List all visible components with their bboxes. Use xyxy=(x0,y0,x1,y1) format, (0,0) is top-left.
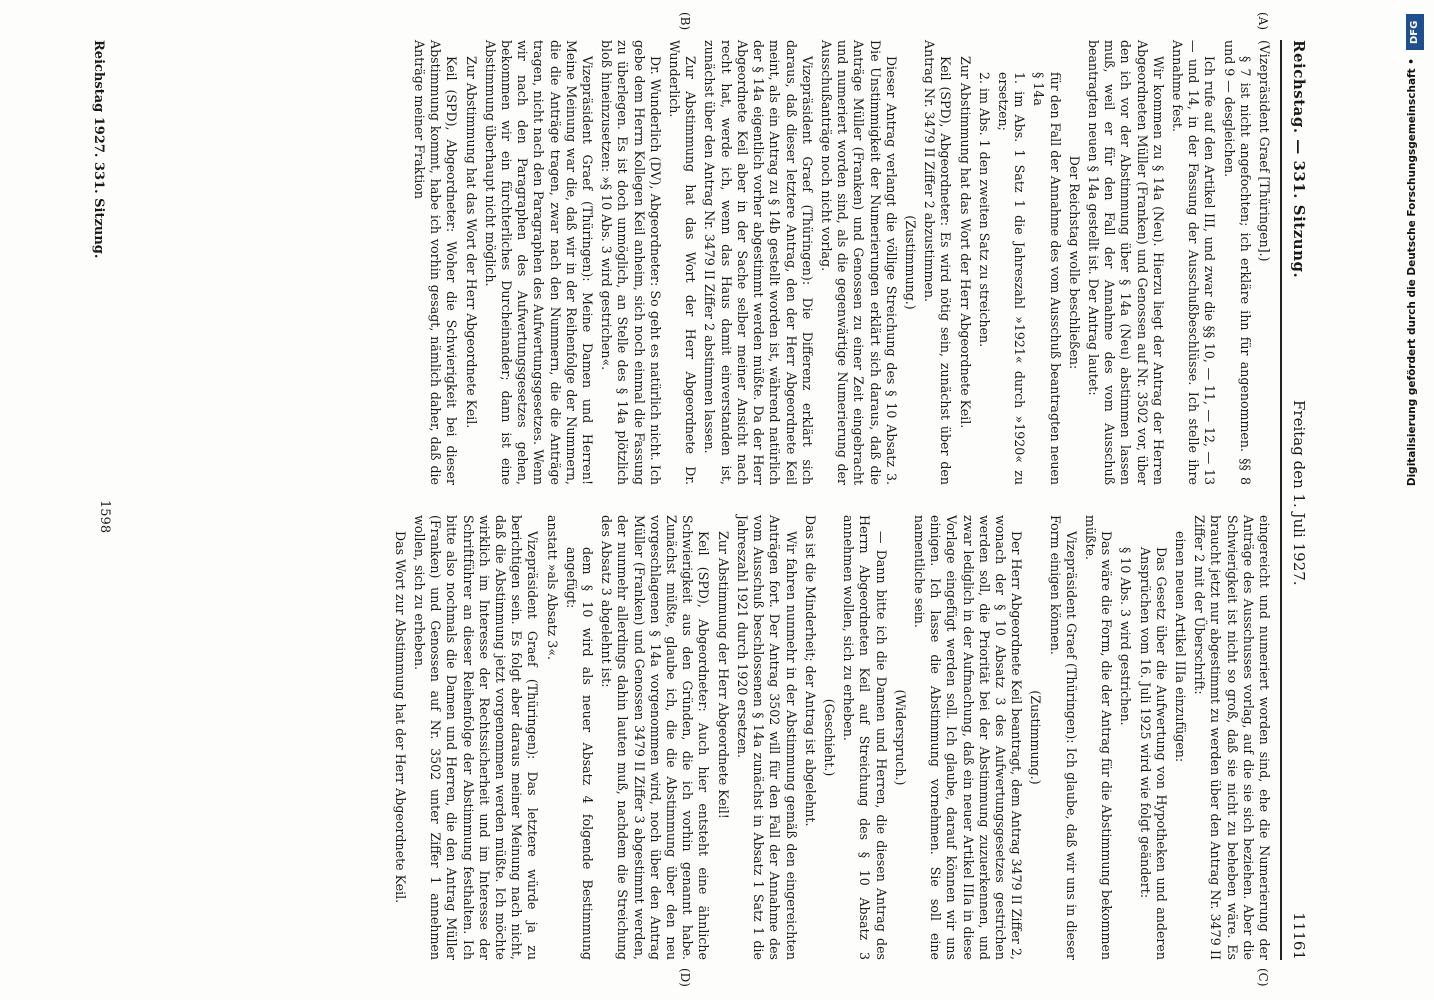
dfg-logo: DFG xyxy=(1406,14,1424,50)
paragraph: Wir fahren nunmehr in der Abstimmung gemäß den eingereichten Anträgen fort. Der Antrag 3502 will für den Fall der Annahme des vom Ausschuß beschlossenen § 14a zunächst in Absatz 1 Satz 1 die Jahreszahl 1921 durch 1920 ersetzen. xyxy=(734,515,799,960)
paragraph: dem § 10 wird als neuer Absatz 4 folgende Bestimmung angefügt: xyxy=(563,547,596,960)
header-left: Reichstag. — 331. Sitzung. xyxy=(1290,40,1308,279)
paragraph: (Geschieht.) xyxy=(821,698,837,777)
paragraph: (Zustimmung.) xyxy=(1028,690,1044,785)
paragraph: anstatt »als Absatz 3«. xyxy=(544,515,560,661)
paragraph: Der Reichstag wolle beschließen: xyxy=(1066,155,1082,370)
paragraph: für den Fall der Annahme des vom Ausschuß beantragten neuen § 14a xyxy=(1031,72,1063,485)
paragraph: 2. im Abs. 1 den zweiten Satz zu streichen. xyxy=(976,72,992,348)
right-column xyxy=(389,515,1272,960)
paragraph: Zur Abstimmung hat das Wort der Herr Abgeordnete Dr. Wunderlich. xyxy=(667,40,699,485)
page-header xyxy=(1282,40,1312,960)
paragraph: Der Herr Abgeordnete Keil beantragt, dem Antrag 3479 II Ziffer 2, wonach der § 10 Absatz 3 des Aufwertungsgesetzes gestrichen werden soll, die Priorität bei der Abstimmung zuzuerkennen, und zwar lediglich in der Aufmachung, daß ein neuer Artikel IIIa in diese Vorlage eingefügt werden soll. Ich glaube, darauf können wir uns einigen. Ich lasse die Abstimmung vornehmen. Sie soll eine namentliche sein. xyxy=(911,515,1025,960)
header-date: Freitag den 1. Juli 1927. xyxy=(1290,400,1308,586)
paragraph: einen neuen Artikel IIIa einzufügen: xyxy=(1172,531,1188,763)
marker-d: (D) xyxy=(678,968,692,987)
digitization-credit: Digitalisierung gefördert durch die Deutsche Forschungsgemeinschaft • xyxy=(1406,58,1418,487)
marker-c: (C) xyxy=(1256,968,1270,987)
footer-page-number: 1598 xyxy=(97,500,112,534)
paragraph: Dr. Wunderlich (DV), Abgeordneter: So geht es natürlich nicht. Ich gebe dem Herrn Kollegen Keil anheim, sich noch einmal die Fassung zu überlegen. Es ist doch unmöglich, an Stelle des § 14a plötzlich bloß hineinzusetzen: »§ 10 Abs. 3 wird gestrichen«. xyxy=(599,40,663,485)
paragraph: § 10 Abs. 3 wird gestrichen. xyxy=(1118,547,1134,726)
paragraph: — Dann bitte ich die Damen und Herren, die diesen Antrag des Herrn Abgeordneten Keil auf Streichung des § 10 Absatz 3 annehmen wollen, sich zu erheben. xyxy=(841,515,889,960)
paragraph: § 7 ist nicht angefochten; ich erkläre ihn für angenommen. §§ 8 und 9 — desgleichen. xyxy=(1221,40,1253,485)
paragraph: Vizepräsident Graef (Thüringen): Meine Damen und Herren! Meine Meinung war die, daß wir in der Reihenfolge der Nummern, die die Anträge tragen, zwar nach den Nummern, die die Anträge tragen, nicht nach den Paragraphen des Aufwertungsgesetzes. Wenn wir nach den Paragraphen des Aufwertungsgesetzes gehen, bekommen wir ein fürchterliches Durcheinander; dann ist eine Abstimmung überhaupt nicht möglich. xyxy=(482,40,596,485)
marker-b: (B) xyxy=(678,12,692,31)
paragraph: eingereicht und numeriert worden sind, ehe die Numerierung der Anträge des Ausschusses vorlag, auf die sie sich beziehen. Aber die Schwierigkeit ist nicht so groß, daß sie nicht zu beheben wäre. Es braucht jetzt nur abgestimmt zu werden über den Antrag Nr. 3479 II Ziffer 2 mit der Überschrift: xyxy=(1192,515,1272,960)
paragraph: Wir kommen zu § 14a (Neu). Hierzu liegt der Antrag der Herren Abgeordneten Müller (Franken) und Genossen auf Nr. 3502 vor, über den ich vor der Abstimmung über § 14a (Neu) abstimmen lassen muß, weil er für den Fall der Annahme des vom Ausschuß beantragten neuen § 14a gestellt ist. Der Antrag lautet: xyxy=(1085,40,1166,485)
paragraph: Vizepräsident Graef (Thüringen): Ich glaube, daß wir uns in dieser Form einigen können. xyxy=(1047,515,1079,960)
paragraph: Zur Abstimmung der Herr Abgeordnete Keil! xyxy=(715,531,731,819)
header-rule xyxy=(1280,40,1282,960)
rotated-newspaper-page xyxy=(62,12,1312,987)
paragraph: (Vizepräsident Graef [Thüringen].) xyxy=(1257,40,1272,262)
paragraph: Das Wort zur Abstimmung hat der Herr Abgeordnete Keil. xyxy=(392,531,408,904)
paragraph: Keil (SPD), Abgeordneter: Woher die Schwierigkeit bei dieser Abstimmung kommt, habe ich vorhin gesagt, nämlich daher, daß die Anträge meiner Fraktion xyxy=(412,40,460,485)
footer-left: Reichstag 1927. 331. Sitzung. xyxy=(91,40,106,259)
paragraph: 1. im Abs. 1 Satz 1 die Jahreszahl »1921« durch »1920« zu ersetzen; xyxy=(995,72,1028,485)
paragraph: Das Gesetz über die Aufwertung von Hypotheken und anderen Ansprüchen vom 16. Juli 1925 wird wie folgt geändert: xyxy=(1137,547,1169,960)
paragraph: Das wäre die Form, die der Antrag für die Abstimmung bekommen müßte. xyxy=(1082,515,1115,960)
paragraph: Keil (SPD), Abgeordneter: Auch hier entsteht eine ähnliche Schwierigkeit aus den Gründen, die ich vorhin genannt habe. Zunächst müßte, glaube ich, die die Abstimmung über den neu vorgeschlagenen § 14a vorgenommen wird, noch über den Antrag Müller (Franken) und Genossen 3479 II Ziffer 3 abgestimmt werden, der nunmehr allerdings dahin lauten muß, nachdem die Streichung des Absatz 3 abgelehnt ist: xyxy=(599,515,712,960)
paragraph: (Zustimmung.) xyxy=(902,215,918,310)
paragraph: Vizepräsident Graef (Thüringen): Die Differenz erklärt sich daraus, daß dieser letztere Antrag, den der Herr Abgeordnete Keil meint, als ein Antrag zu § 14b gestellt worden ist, während natürlich der § 14a eigentlich vorher abgestimmt werden müßte. Da der Herr Abgeordnete Keil aber in der Sache selber meiner Ansicht nach recht hat, werde ich, wenn das Haus damit einverstanden ist, zunächst über den Antrag Nr. 3479 II Ziffer 2 abstimmen lassen. xyxy=(702,40,815,485)
header-page-number: 11161 xyxy=(1290,912,1308,960)
marker-a: (A) xyxy=(1256,12,1270,31)
paragraph: Ich rufe auf den Artikel III, und zwar die §§ 10, — 11, — 12, — 13 — und 14, in der Fassung der Ausschußbeschlüsse. Ich stelle ihre Annahme fest. xyxy=(1169,40,1218,485)
paragraph: Dieser Antrag verlangt die völlige Streichung des § 10 Absatz 3. Die Unstimmigkeit der Numerierungen erklärt sich daraus, daß die Anträge Müller (Franken) und Genossen zu einer Zeit eingebracht und numeriert worden sind, als die gegenwärtige Numerierung der Ausschußanträge noch nicht vorlag. xyxy=(818,40,899,485)
paragraph: Keil (SPD), Abgeordneter: Es wird nötig sein, zunächst über den Antrag Nr. 3479 II Ziffer 2 abzustimmen. xyxy=(922,40,954,485)
digitization-strip xyxy=(1404,10,1426,990)
paragraph: Vizepräsident Graef (Thüringen): Das letztere würde ja zu berichtigen sein. Es folgt aber daraus meiner Meinung nach nicht, daß die Abstimmung jetzt vorgenommen werden müßte. Ich möchte wirklich im Interesse der Rechtssicherheit und im Interesse der Schriftführer an dieser Reihenfolge der Abstimmung festhalten. Ich bitte also nochmals die Damen und Herren, die den Antrag Müller (Franken) und Genossen auf Nr. 3502 unter Ziffer 1 annehmen wollen, sich zu erheben. xyxy=(412,515,541,960)
paragraph: Zur Abstimmung hat das Wort der Herr Abgeordnete Keil. xyxy=(463,56,479,429)
paragraph: Das ist die Minderheit; der Antrag ist abgelehnt. xyxy=(802,515,818,827)
paragraph: (Widerspruch.) xyxy=(892,689,908,786)
left-column xyxy=(408,40,1272,485)
paragraph: Zur Abstimmung hat das Wort der Herr Abgeordnete Keil. xyxy=(957,56,973,429)
